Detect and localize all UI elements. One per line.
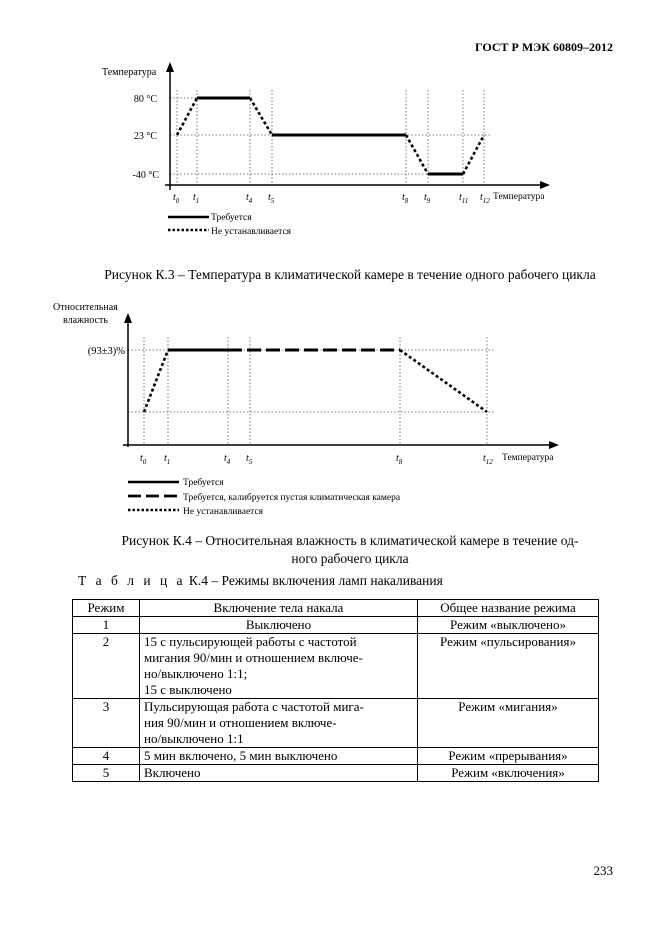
- cell-filament-line: Включено: [144, 765, 201, 780]
- figure-k4-humidity-chart: [0, 295, 661, 520]
- cell-filament-line: 15 с выключено: [144, 682, 232, 697]
- k3-legend-not-set: Не устанавливается: [211, 227, 292, 237]
- k3-x-tick: $t_{11}$: [459, 192, 469, 205]
- cell-mode: 2: [73, 634, 140, 699]
- cell-filament-line: ния 90/мин и отношением включе-: [144, 715, 337, 730]
- k4-x-ticks: [140, 453, 493, 466]
- k3-legend-required: Требуется: [211, 213, 252, 223]
- k4-guide-lines: [128, 337, 495, 445]
- k3-x-tick: $t_5$: [268, 192, 275, 205]
- page-number: 233: [593, 863, 613, 878]
- table-header-row: [73, 600, 599, 617]
- figure-k4-caption-line1: Рисунок К.4 – Относительная влажность в климатической камере в течение од-: [121, 533, 579, 548]
- k3-x-tick: $t_1$: [193, 192, 200, 205]
- k4-x-tick: $t_1$: [164, 453, 171, 466]
- figure-k3-temperature-chart: [0, 0, 661, 245]
- table-label: Т а б л и ц а: [78, 573, 186, 588]
- k3-y-tick-80: 80 °C: [133, 94, 157, 105]
- k3-x-tick: $t_0$: [173, 192, 180, 205]
- k3-x-label: Температура: [493, 192, 545, 202]
- k4-x-tick: $t_8$: [396, 453, 403, 466]
- cell-mode-name: Режим «мигания»: [418, 699, 599, 748]
- k3-x-tick: $t_8$: [402, 192, 409, 205]
- k4-legend-not-set: Не устанавливается: [183, 507, 264, 517]
- k4-x-tick: $t_0$: [140, 453, 147, 466]
- k3-guide-lines: [170, 90, 492, 185]
- table-caption: К.4 – Режимы включения ламп накаливания: [188, 573, 443, 588]
- cell-mode: 3: [73, 699, 140, 748]
- cell-filament-line: но/выключено 1:1: [144, 731, 244, 746]
- table-row: [73, 634, 599, 699]
- k4-x-tick: $t_4$: [224, 453, 231, 466]
- k4-x-tick: $t_5$: [246, 453, 253, 466]
- cell-filament: [140, 617, 418, 634]
- table-row: [73, 617, 599, 634]
- cell-mode-name: Режим «включения»: [418, 765, 599, 782]
- cell-filament-line: 15 с пульсирующей работы с частотой: [144, 634, 357, 649]
- k3-y-tick-23: 23 °C: [133, 131, 157, 142]
- k3-x-tick: $t_9$: [424, 192, 431, 205]
- cell-filament: [140, 748, 418, 765]
- k4-x-tick: $t_{12}$: [483, 453, 493, 466]
- cell-mode: 5: [73, 765, 140, 782]
- lamp-modes-table: [72, 599, 599, 782]
- k3-x-tick: $t_{12}$: [480, 192, 490, 205]
- cell-mode-name: Режим «прерывания»: [418, 748, 599, 765]
- cell-filament-line: но/выключено 1:1;: [144, 666, 248, 681]
- cell-filament-line: Пульсирующая работа с частотой мига-: [144, 699, 364, 714]
- table-row: [73, 748, 599, 765]
- k4-legend-required: Требуется: [183, 478, 224, 488]
- cell-filament: [140, 634, 418, 699]
- figure-k3-caption: Рисунок К.3 – Температура в климатической камере в течение одного рабочего цикла: [104, 267, 596, 282]
- column-header-mode: Режим: [73, 600, 140, 617]
- cell-mode: 4: [73, 748, 140, 765]
- cell-filament: [140, 765, 418, 782]
- cell-mode-name: Режим «выключено»: [418, 617, 599, 634]
- k4-y-label-line1: Относительная: [53, 302, 118, 313]
- table-title: [78, 573, 443, 589]
- cell-mode: 1: [73, 617, 140, 634]
- k3-y-label: Температура: [102, 67, 157, 78]
- cell-filament-line: 5 мин включено, 5 мин выключено: [144, 748, 338, 763]
- k3-required-line: [197, 98, 463, 174]
- k3-y-tick-minus40: -40 °C: [132, 170, 159, 181]
- k4-y-label-line2: влажность: [63, 315, 108, 326]
- table-row: [73, 699, 599, 748]
- column-header-mode-name: Общее название режима: [418, 600, 599, 617]
- k4-axes: [123, 313, 559, 449]
- k3-x-tick: $t_4$: [246, 192, 253, 205]
- figure-k4-caption: [70, 532, 630, 568]
- cell-filament-line: Выключено: [245, 617, 312, 632]
- cell-filament: [140, 699, 418, 748]
- table-row: [73, 765, 599, 782]
- cell-mode-name: Режим «пульсирования»: [418, 634, 599, 699]
- column-header-filament: Включение тела накала: [140, 600, 418, 617]
- k4-y-tick: (93±3)%: [87, 346, 125, 357]
- k4-legend-calibrated: Требуется, калибруется пустая климатическая камера: [183, 493, 401, 503]
- k3-x-ticks: [173, 192, 490, 205]
- cell-filament-line: мигания 90/мин и отношением включе-: [144, 650, 363, 665]
- document-header: ГОСТ Р МЭК 60809–2012: [475, 40, 613, 54]
- k4-x-label: Температура: [502, 453, 554, 463]
- k3-axes: [165, 62, 550, 190]
- k4-not-set-line: [144, 350, 487, 412]
- figure-k4-caption-line2: ного рабочего цикла: [291, 551, 409, 566]
